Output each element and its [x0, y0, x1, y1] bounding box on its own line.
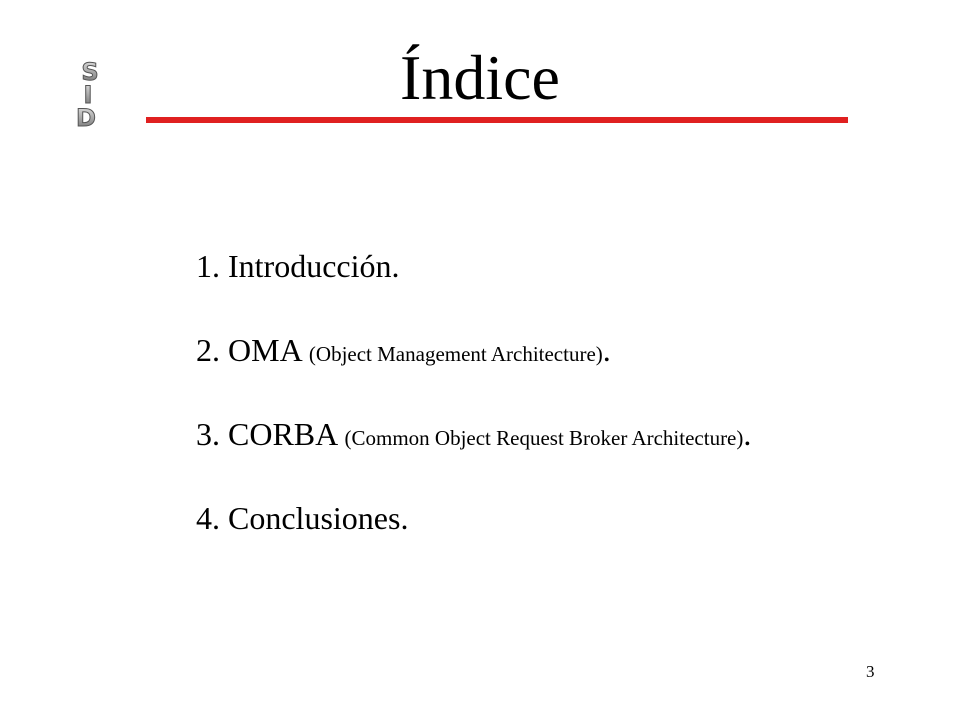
- agenda-item-sub: (Common Object Request Broker Architecture): [344, 426, 744, 450]
- title-underline: [146, 117, 848, 123]
- logo-letter-i: I: [83, 81, 93, 109]
- agenda-item-main: 3. CORBA: [196, 416, 345, 452]
- agenda-item-oma: [196, 326, 751, 410]
- slide-title: Índice: [400, 42, 560, 113]
- agenda-item-conclusiones: [196, 494, 751, 578]
- logo-letter-d: D: [76, 104, 96, 130]
- agenda-item-end: .: [743, 416, 752, 452]
- agenda-item-introduccion: [196, 242, 751, 326]
- page-number: 3: [866, 662, 875, 681]
- agenda-item-main: 1. Introducción.: [196, 248, 400, 284]
- agenda-item-corba: [196, 410, 751, 494]
- agenda-item-end: .: [602, 332, 611, 368]
- agenda-item-main: 2. OMA: [196, 332, 309, 368]
- logo-letter-s: S: [81, 58, 99, 86]
- agenda-list: [196, 242, 751, 578]
- agenda-item-sub: (Object Management Architecture): [308, 342, 603, 366]
- agenda-item-main: 4. Conclusiones.: [196, 500, 409, 536]
